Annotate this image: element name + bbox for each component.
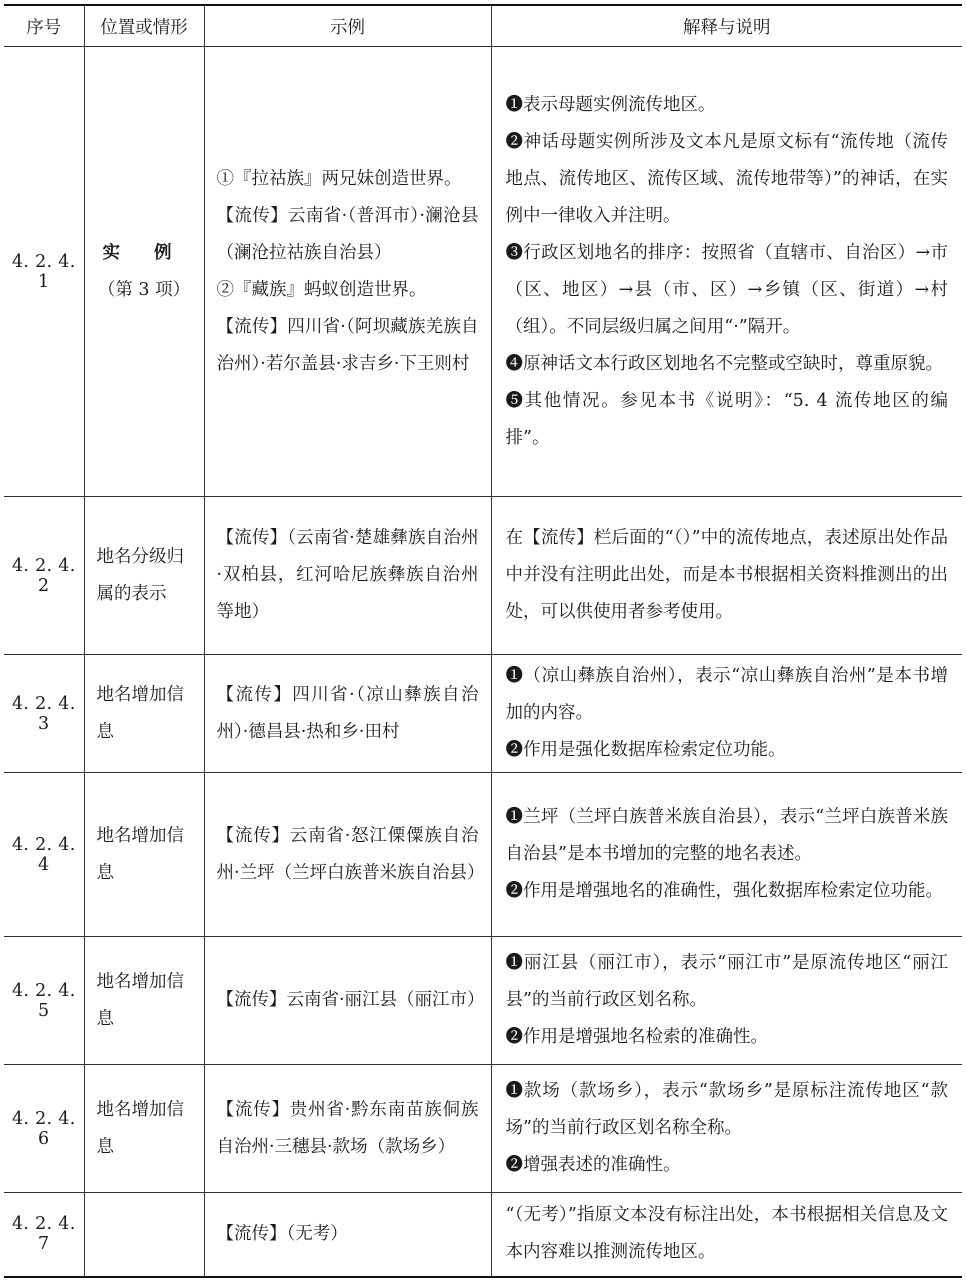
example-line: ①『拉祜族』两兄妹创造世界。 [216,168,462,189]
row-number: 4. 2. 4. 1 [4,47,84,497]
description-cell [491,497,962,655]
table-row [4,47,962,497]
description-item: ❹原神话文本行政区划地名不完整或空缺时，尊重原貌。 [505,353,943,374]
description-cell [491,1065,962,1193]
position-text: 实 例 [102,242,186,263]
example-line: 【流传】云南省·（普洱市）·澜沧县（澜沧拉祜族自治县） [216,205,479,263]
position-cell [84,937,204,1065]
position-cell [84,497,204,655]
description-cell [491,937,962,1065]
header-number: 序号 [4,5,84,47]
description-item: ❶表示母题实例流传地区。 [505,94,716,115]
row-number: 4. 2. 4. 2 [4,497,84,655]
row-number: 4. 2. 4. 3 [4,655,84,773]
table-row [4,497,962,655]
description-item: ❷作用是强化数据库检索定位功能。 [505,740,786,760]
example-line: 【流传】（无考） [216,1223,348,1244]
position-cell [84,47,204,497]
position-subtext: （第 3 项） [97,279,191,300]
example-cell [204,1193,491,1277]
row-number: 4. 2. 4. 6 [4,1065,84,1193]
position-cell [84,773,204,937]
reference-table [4,4,962,1278]
example-cell [204,497,491,655]
example-line: 【流传】云南省·丽江县（丽江市） [216,990,485,1010]
table-row [4,1065,962,1193]
position-text: 地名增加信息 [96,1099,184,1157]
example-line: 【流传】（云南省·楚雄彝族自治州·双柏县，红河哈尼族彝族自治州等地） [216,528,479,622]
description-item: ❸行政区划地名的排序：按照省（直辖市、自治区）→市（区、地区）→县（市、区）→乡镇（区、街道）→村（组）。不同层级归属之间用“·”隔开。 [505,242,948,337]
table-row [4,937,962,1065]
table-header-row [4,5,962,47]
example-cell [204,655,491,773]
position-cell [84,1193,204,1277]
description-cell [491,655,962,773]
header-example: 示例 [204,5,491,47]
position-text: 地名增加信息 [96,971,184,1029]
position-cell [84,1065,204,1193]
description-item: ❶兰坪（兰坪白族普米族自治县），表示“兰坪白族普米族自治县”是本书增加的完整的地名表述。 [505,807,948,864]
example-cell [204,773,491,937]
description-item: ❶款场（款场乡），表示“款场乡”是原标注流传地区“款场”的当前行政区划名称全称。 [505,1081,948,1138]
position-text: 地名分级归属的表示 [96,546,184,604]
description-item: ❷作用是增强地名的准确性，强化数据库检索定位功能。 [505,881,943,901]
example-line: 【流传】四川省·（阿坝藏族羌族自治州）·若尔盖县·求吉乡·下王则村 [216,316,479,374]
description-item: ❷作用是增强地名检索的准确性。 [505,1027,768,1047]
description-item: ❶丽江县（丽江市），表示“丽江市”是原流传地区“丽江县”的当前行政区划名称。 [505,953,948,1010]
description-item: ❺其他情况。参见本书《说明》：“5. 4 流传地区的编排”。 [505,390,948,448]
example-cell [204,47,491,497]
example-line: 【流传】贵州省·黔东南苗族侗族自治州·三穗县·款场（款场乡） [216,1099,479,1157]
table-row [4,773,962,937]
row-number: 4. 2. 4. 7 [4,1193,84,1277]
example-line: 【流传】四川省·（凉山彝族自治州）·德昌县·热和乡·田村 [216,684,479,742]
description-item: 在【流传】栏后面的“（）”中的流传地点，表述原出处作品中并没有注明此出处，而是本书根据相关资料推测出的出处，可以供使用者参考使用。 [505,528,948,622]
example-line: ②『藏族』蚂蚁创造世界。 [216,279,427,300]
table-row [4,1193,962,1277]
example-cell [204,937,491,1065]
position-text: 地名增加信息 [96,825,184,883]
description-item: ❷神话母题实例所涉及文本凡是原文标有“流传地（流传地点、流传地区、流传区域、流传地带等）”的神话，在实例中一律收入并注明。 [505,131,948,226]
position-cell [84,655,204,773]
table-row [4,655,962,773]
description-item: “（无考）”指原文本没有标注出处，本书根据相关信息及文本内容难以推测流传地区。 [505,1205,948,1263]
description-item: ❶（凉山彝族自治州），表示“凉山彝族自治州”是本书增加的内容。 [505,666,948,723]
example-cell [204,1065,491,1193]
row-number: 4. 2. 4. 4 [4,773,84,937]
description-item: ❷增强表述的准确性。 [505,1155,681,1175]
header-description: 解释与说明 [491,5,962,47]
description-cell [491,47,962,497]
header-position: 位置或情形 [84,5,204,47]
description-cell [491,773,962,937]
description-cell [491,1193,962,1277]
position-text: 地名增加信息 [96,684,184,742]
row-number: 4. 2. 4. 5 [4,937,84,1065]
example-line: 【流传】云南省·怒江傈僳族自治州·兰坪（兰坪白族普米族自治县） [216,825,485,883]
